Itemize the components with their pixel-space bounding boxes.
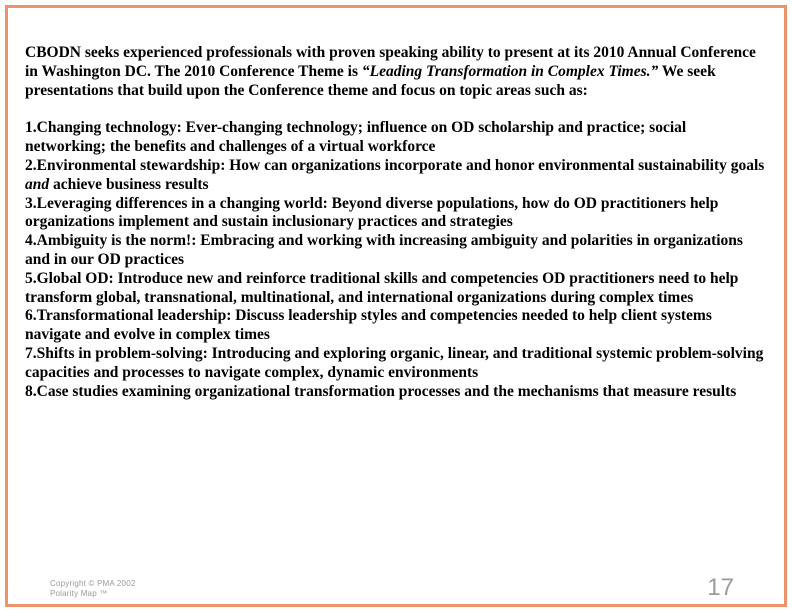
copyright-line-1: Copyright © PMA 2002 (50, 579, 136, 588)
text-segment: 2.Environmental stewardship: How can organizations incorporate and honor environmental sustainability goals (25, 156, 765, 174)
text-segment: 4.Ambiguity is the norm!: Embracing and working with increasing ambiguity and polarities in organizations and in our OD practices (25, 232, 743, 268)
topic-item (25, 270, 768, 308)
text-segment: 3.Leveraging differences in a changing world: Beyond diverse populations, how do OD practitioners help organizations implement and sustain inclusionary practices and strategies (25, 194, 719, 231)
text-segment: CBODN seeks experienced professionals with proven speaking ability to present at its 2010 Annual Conference in Washington DC. The 2010 Conference Theme is (25, 44, 756, 80)
topic-item (25, 345, 768, 383)
slide-content (25, 44, 768, 401)
copyright-line-2: Polarity Map ™ (50, 589, 108, 598)
copyright-notice (50, 579, 136, 599)
text-segment: 1.Changing technology: Ever-changing technology; influence on OD scholarship and practice; social networking; the benefits and challenges of a virtual workforce (25, 119, 687, 156)
page-number: 17 (707, 574, 734, 601)
topic-item (25, 307, 768, 345)
text-segment: and (25, 175, 50, 193)
text-segment: 7.Shifts in problem-solving: Introducing and exploring organic, linear, and traditional systemic problem-solving capacities and processes to navigate complex, dynamic environments (25, 344, 764, 381)
intro-paragraph (25, 44, 768, 100)
text-segment: “Leading Transformation in Complex Times.” (361, 62, 659, 80)
text-segment: We seek presentations that build upon the Conference theme and focus on topic areas such as: (25, 62, 716, 99)
topics-list (25, 119, 768, 401)
text-segment: 5.Global OD: Introduce new and reinforce traditional skills and competencies OD practitioners need to help transform global, transnational, multinational, and international organizations during complex times (25, 269, 739, 306)
topic-item (25, 195, 768, 233)
topic-item (25, 383, 768, 402)
topic-item (25, 232, 768, 270)
text-segment: achieve business results (49, 175, 209, 193)
topic-item (25, 157, 768, 195)
text-segment: 6.Transformational leadership: Discuss leadership styles and competencies needed to help client systems navigate and evolve in complex times (25, 307, 712, 344)
text-segment: 8.Case studies examining organizational transformation processes and the mechanisms that measure results (25, 382, 737, 400)
topic-item (25, 119, 768, 157)
